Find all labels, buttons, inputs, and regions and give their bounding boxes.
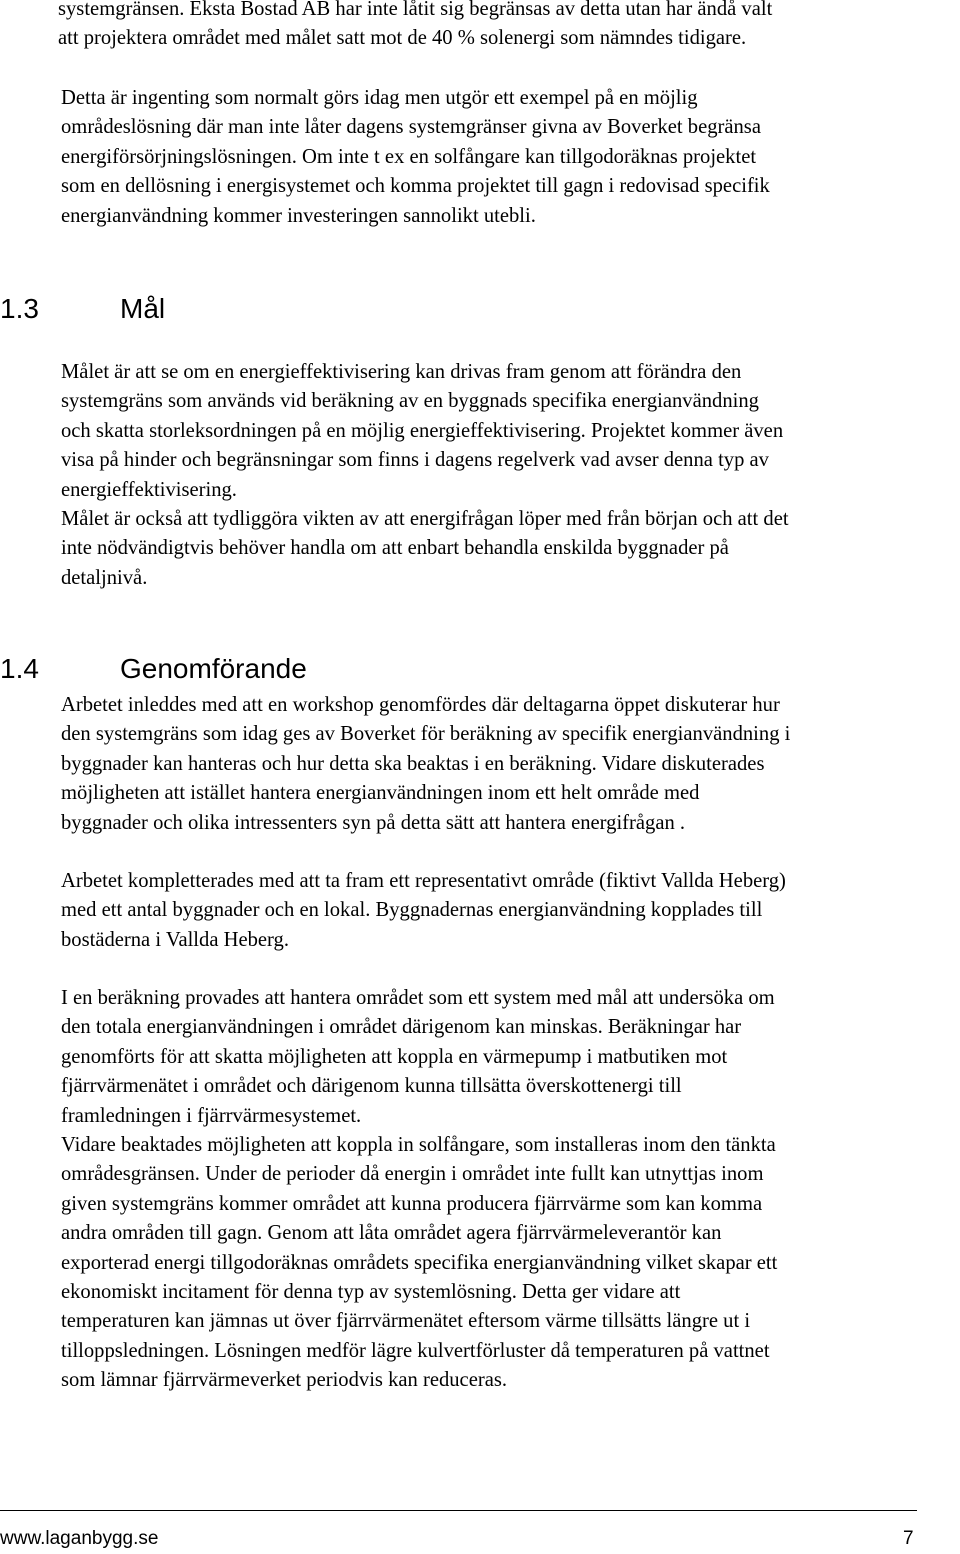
footer-website-link[interactable]: www.laganbygg.se: [0, 1528, 159, 1549]
body-paragraph: Målet är också att tydliggöra vikten av att energifrågan löper med från början och att det inte nödvändigtvis behöver handla om att enbart behandla enskilda byggnader på detaljnivå.: [61, 508, 789, 589]
body-paragraph: systemgränsen. Eksta Bostad AB har inte låtit sig begränsas av detta utan har ändå valt att projektera området med målet satt mot de 40 % solenergi som nämndes tidigare.: [58, 0, 773, 50]
section-title: Genomförande: [120, 653, 307, 684]
body-paragraph: Detta är ingenting som normalt görs idag men utgör ett exempel på en möjlig områdeslösning där man inte låter dagens systemgränser givna av Boverket begränsa energiförsörjningslösningen. Om inte t ex en solfångare kan tillgodoräknas projektet som en dellösning i energisystemet och komma projektet till gagn i redovisad specifik energianvändning kommer investeringen sannolikt utebli.: [61, 87, 770, 227]
body-paragraph: Arbetet inleddes med att en workshop genomfördes där deltagarna öppet diskuterar hur den systemgräns som idag ges av Boverket för beräkning av specifik energianvändning i byggnader kan hanteras och hur detta ska beaktas i en beräkning. Vidare diskuterades möjligheten att istället hantera energianvändningen inom ett helt område med byggnader och olika intressenters syn på detta sätt att hantera energifrågan .: [61, 694, 791, 834]
body-paragraph: Arbetet kompletterades med att ta fram ett representativt område (fiktivt Vallda Heberg) med ett antal byggnader och en lokal. Byggnadernas energianvändning kopplades till bostäderna i Vallda Heberg.: [61, 870, 786, 951]
section-heading-1-4: [0, 652, 307, 686]
section-number: 1.3: [0, 293, 39, 324]
body-paragraph: Vidare beaktades möjligheten att koppla in solfångare, som installeras inom den tänkta områdesgränsen. Under de perioder då energin i området inte fullt kan utnyttjas inom given systemgräns kommer området att kunna producera fjärrvärme som kan komma andra områden till gagn. Genom att låta området agera fjärrvärmeleverantör kan exporterad energi tillgodoräknas områdets specifika energianvändning vilket skapar ett ekonomiskt incitament för denna typ av systemlösning. Detta ger vidare att temperaturen kan jämnas ut över fjärrvärmenätet eftersom värme tillsätts längre ut i tilloppsledningen. Lösningen medför lägre kulvertförluster då temperaturen på vattnet som lämnar fjärrvärmeverket periodvis kan reduceras.: [61, 1134, 778, 1392]
body-paragraph: Målet är att se om en energieffektivisering kan drivas fram genom att förändra den systemgräns som används vid beräkning av en byggnads specifika energianvändning och skatta storleksordningen på en möjlig energieffektivisering. Projektet kommer även visa på hinder och begränsningar som finns i dagens regelverk vad avser denna typ av energieffektivisering.: [61, 361, 784, 501]
body-paragraph: I en beräkning provades att hantera området som ett system med mål att undersöka om den totala energianvändningen i området därigenom kan minskas. Beräkningar har genomförts för att skatta möjligheten att koppla en värmepump i matbutiken mot fjärrvärmenätet i området och därigenom kunna tillsätta överskottenergi till framledningen i fjärrvärmesystemet.: [61, 987, 775, 1127]
section-heading-1-3: [0, 292, 165, 326]
section-number: 1.4: [0, 653, 39, 684]
page-number: 7: [903, 1528, 914, 1549]
section-title: Mål: [120, 293, 166, 324]
footer-divider: [0, 1510, 917, 1511]
